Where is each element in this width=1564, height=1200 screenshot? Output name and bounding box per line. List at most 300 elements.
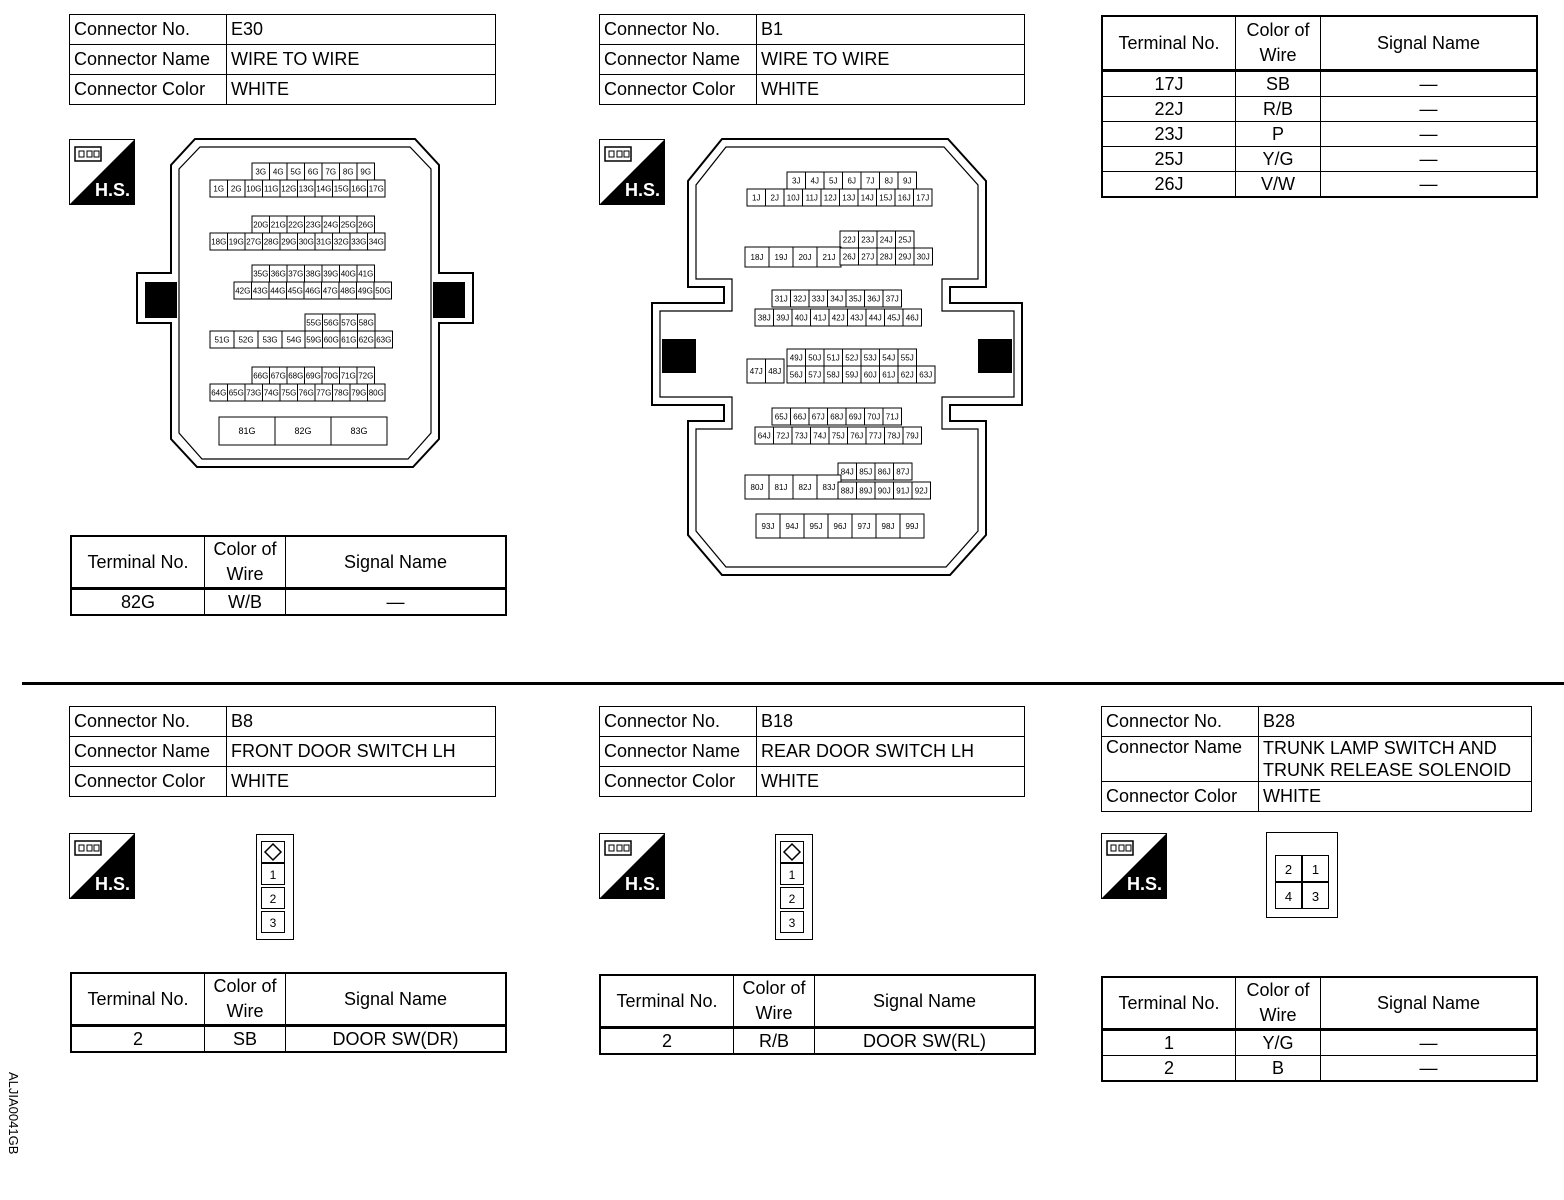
pin-label: 53J (863, 353, 877, 363)
pin-label: 13G (298, 184, 314, 194)
pin-label: 64G (211, 388, 227, 398)
signal-cell: — (1321, 1030, 1538, 1056)
table-row (1102, 1056, 1537, 1082)
pin-label: 48G (340, 286, 356, 296)
wire-cell: SB (1236, 71, 1321, 97)
pin-label: 59G (306, 335, 322, 345)
pin-label: 69G (305, 371, 321, 381)
pin-label: 51G (214, 335, 230, 345)
pin-label: 33G (351, 237, 367, 247)
terminal-cell: 26J (1102, 172, 1236, 198)
pin-label: 87J (896, 467, 910, 477)
terminal-no-header: Terminal No. (1102, 977, 1236, 1030)
pin-label: 32G (333, 237, 349, 247)
pin-label: 20J (798, 252, 812, 262)
pin-label: 72J (776, 431, 790, 441)
pin-label: 54G (286, 335, 302, 345)
pin-label: 11G (263, 184, 279, 194)
b28-color: WHITE (1259, 782, 1532, 812)
pin-label: 1G (213, 184, 225, 194)
hs-label: H.S. (624, 180, 660, 200)
b18-color: WHITE (757, 767, 1025, 797)
pin-2: 2 (780, 887, 804, 909)
e30-name-label: Connector Name (70, 45, 227, 75)
signal-cell: — (1321, 147, 1538, 172)
pin-label: 94J (785, 521, 799, 531)
pin-label: 17J (916, 193, 930, 203)
pin-label: 38J (757, 313, 771, 323)
b8-name-label: Connector Name (70, 737, 227, 767)
pin-label: 68J (830, 412, 844, 422)
terminal-cell: 22J (1102, 97, 1236, 122)
pin-label: 4G (272, 167, 284, 177)
pin-3: 3 (261, 911, 285, 933)
pin-label: 26G (358, 220, 374, 230)
pin-label: 24G (323, 220, 339, 230)
hs-label: H.S. (624, 874, 660, 894)
pin-label: 60J (863, 370, 877, 380)
b1-name-label: Connector Name (600, 45, 757, 75)
b18-color-label: Connector Color (600, 767, 757, 797)
b28-name-label: Connector Name (1102, 737, 1259, 782)
b18-name: REAR DOOR SWITCH LH (757, 737, 1025, 767)
pin-label: 89J (859, 486, 873, 496)
terminal-cell: 25J (1102, 147, 1236, 172)
pin-label: 3J (792, 176, 801, 186)
pin-label: 81G (238, 426, 256, 437)
pin-label: 69J (848, 412, 862, 422)
signal-cell: — (286, 589, 507, 616)
pin-label: 21J (822, 252, 836, 262)
b8-name: FRONT DOOR SWITCH LH (227, 737, 496, 767)
pin-label: 51J (826, 353, 840, 363)
terminal-no-header: Terminal No. (1102, 16, 1236, 71)
signal-cell: — (1321, 71, 1538, 97)
pin-label: 28G (263, 237, 279, 247)
e30-color: WHITE (227, 75, 496, 105)
hs-label: H.S. (1126, 874, 1162, 894)
pin-label: 68G (288, 371, 304, 381)
pin-label: 11J (805, 193, 818, 203)
pin-label: 58J (826, 370, 840, 380)
signal-name-header: Signal Name (1321, 16, 1538, 71)
pin-4: 4 (1275, 882, 1302, 909)
b18-no-label: Connector No. (600, 707, 757, 737)
signal-cell: DOOR SW(RL) (815, 1028, 1036, 1055)
b1-name: WIRE TO WIRE (757, 45, 1025, 75)
pin-label: 42J (831, 313, 845, 323)
pin-label: 80J (750, 482, 764, 492)
pin-label: 43J (850, 313, 864, 323)
pin-label: 25G (340, 220, 356, 230)
pin-label: 65G (228, 388, 244, 398)
pin-label: 85J (859, 467, 873, 477)
pin-label: 45G (287, 286, 303, 296)
pin-label: 62J (900, 370, 914, 380)
pin-label: 66J (793, 412, 807, 422)
pin-label: 45J (887, 313, 901, 323)
color-of-wire-header: Color of Wire (734, 975, 815, 1028)
b18-connector-face (775, 834, 813, 940)
terminal-cell: 2 (600, 1028, 734, 1055)
pin-label: 40J (794, 313, 808, 323)
b28-name-line1: TRUNK LAMP SWITCH AND (1263, 738, 1497, 758)
b18-terminal-table (599, 974, 1036, 1055)
pin-label: 6G (307, 167, 319, 177)
pin-label: 97J (857, 521, 871, 531)
hs-label: H.S. (94, 874, 130, 894)
pin-label: 17G (368, 184, 384, 194)
pin-label: 64J (757, 431, 771, 441)
terminal-cell: 23J (1102, 122, 1236, 147)
pin-label: 46G (305, 286, 321, 296)
wire-cell: R/B (1236, 97, 1321, 122)
pin-label: 18J (750, 252, 764, 262)
pin-label: 80G (368, 388, 384, 398)
pin-2: 2 (261, 887, 285, 909)
signal-cell: — (1321, 172, 1538, 198)
wire-cell: P (1236, 122, 1321, 147)
pin-label: 74G (263, 388, 279, 398)
pin-label: 34G (368, 237, 384, 247)
pin-label: 60G (323, 335, 339, 345)
pin-label: 70G (323, 371, 339, 381)
pin-label: 72G (358, 371, 374, 381)
pin-label: 83G (350, 426, 368, 437)
signal-cell: — (1321, 122, 1538, 147)
signal-cell: — (1321, 97, 1538, 122)
b8-no: B8 (227, 707, 496, 737)
pin-label: 9J (903, 176, 912, 186)
pin-label: 66G (253, 371, 269, 381)
section-divider (22, 682, 1564, 685)
signal-cell: DOOR SW(DR) (286, 1026, 507, 1053)
pin-label: 82G (294, 426, 312, 437)
pin-label: 35J (848, 294, 862, 304)
pin-label: 86J (877, 467, 891, 477)
pin-label: 75J (831, 431, 845, 441)
pin-label: 67G (270, 371, 286, 381)
wire-cell: Y/G (1236, 1030, 1321, 1056)
pin-label: 15J (879, 193, 893, 203)
e30-connector-face (135, 137, 475, 469)
pin-label: 31G (316, 237, 332, 247)
pin-label: 93J (761, 521, 775, 531)
pin-label: 92J (914, 486, 928, 496)
pin-label: 55J (900, 353, 914, 363)
pin-label: 24J (879, 235, 893, 245)
pin-label: 88J (840, 486, 854, 496)
pin-label: 19J (774, 252, 788, 262)
pin-label: 84J (840, 467, 854, 477)
pin-3: 3 (1302, 882, 1329, 909)
pin-label: 9G (360, 167, 372, 177)
pin-label: 19G (228, 237, 244, 247)
e30-terminal-table (70, 535, 507, 616)
b8-no-label: Connector No. (70, 707, 227, 737)
color-of-wire-header: Color of Wire (1236, 16, 1321, 71)
b28-terminal-table (1101, 976, 1538, 1082)
pin-label: 62G (358, 335, 374, 345)
terminal-cell: 1 (1102, 1030, 1236, 1056)
pin-label: 27G (246, 237, 262, 247)
pin-label: 47J (749, 366, 763, 376)
pin-label: 39G (323, 269, 339, 279)
table-row (71, 589, 506, 616)
b8-connector-face (256, 834, 294, 940)
pin-label: 54J (882, 353, 896, 363)
pin-label: 49J (789, 353, 803, 363)
pin-label: 83J (822, 482, 836, 492)
pin-label: 57G (341, 318, 357, 328)
pin-label: 1J (752, 193, 761, 203)
pin-label: 7J (866, 176, 875, 186)
e30-name: WIRE TO WIRE (227, 45, 496, 75)
pin-label: 30J (916, 252, 930, 262)
b8-terminal-table (70, 972, 507, 1053)
b28-name-line2: TRUNK RELEASE SOLENOID (1263, 760, 1512, 780)
pin-label: 20G (253, 220, 269, 230)
e30-color-label: Connector Color (70, 75, 227, 105)
hs-label: H.S. (94, 180, 130, 200)
pin-label: 38G (305, 269, 321, 279)
pin-label: 70J (867, 412, 881, 422)
terminal-no-header: Terminal No. (71, 536, 205, 589)
pin-label: 22J (842, 235, 856, 245)
wire-cell: W/B (205, 589, 286, 616)
pin-label: 78G (333, 388, 349, 398)
pin-label: 46J (905, 313, 919, 323)
pin-label: 23J (861, 235, 875, 245)
pin-label: 8G (342, 167, 354, 177)
pin-label: 55G (306, 318, 322, 328)
color-of-wire-header: Color of Wire (205, 536, 286, 589)
b8-info-table (69, 706, 496, 797)
pin-label: 63J (919, 370, 933, 380)
pin-label: 53G (262, 335, 278, 345)
pin-label: 14J (860, 193, 874, 203)
pin-label: 50G (375, 286, 391, 296)
pin-label: 91J (896, 486, 910, 496)
pin-label: 73G (246, 388, 262, 398)
wire-cell: SB (205, 1026, 286, 1053)
wire-cell: Y/G (1236, 147, 1321, 172)
b1-color: WHITE (757, 75, 1025, 105)
pin-label: 3G (255, 167, 267, 177)
pin-label: 29J (898, 252, 912, 262)
pin-label: 14G (316, 184, 332, 194)
pin-1: 1 (261, 863, 285, 885)
pin-label: 22G (288, 220, 304, 230)
table-row (1102, 97, 1537, 122)
b1-color-label: Connector Color (600, 75, 757, 105)
pin-label: 90J (877, 486, 891, 496)
color-of-wire-header: Color of Wire (1236, 977, 1321, 1030)
pin-label: 44J (868, 313, 882, 323)
pin-label: 5J (829, 176, 838, 186)
b1-no: B1 (757, 15, 1025, 45)
pin-label: 74J (813, 431, 827, 441)
pin-label: 63G (376, 335, 392, 345)
pin-label: 61G (341, 335, 357, 345)
pin-label: 75G (281, 388, 297, 398)
pin-label: 40G (340, 269, 356, 279)
pin-label: 2J (770, 193, 779, 203)
pin-label: 98J (881, 521, 895, 531)
pin-label: 67J (811, 412, 825, 422)
pin-label: 13J (842, 193, 856, 203)
pin-label: 12J (823, 193, 837, 203)
pin-3: 3 (780, 911, 804, 933)
b28-color-label: Connector Color (1102, 782, 1259, 812)
pin-label: 32J (793, 294, 807, 304)
b28-no: B28 (1259, 707, 1532, 737)
pin-label: 36J (867, 294, 881, 304)
pin-label: 73J (794, 431, 808, 441)
terminal-cell: 2 (1102, 1056, 1236, 1082)
pin-label: 58G (358, 318, 374, 328)
pin-label: 5G (290, 167, 302, 177)
hs-icon (599, 833, 665, 899)
e30-no-label: Connector No. (70, 15, 227, 45)
figure-code: ALJIA0041GB (6, 1072, 21, 1155)
table-row (1102, 172, 1537, 198)
pin-label: 99J (905, 521, 919, 531)
signal-cell: — (1321, 1056, 1538, 1082)
terminal-no-header: Terminal No. (600, 975, 734, 1028)
pin-label: 56G (323, 318, 339, 328)
pin-label: 76J (850, 431, 864, 441)
signal-name-header: Signal Name (286, 536, 507, 589)
pin-label: 39J (776, 313, 790, 323)
pin-label: 59J (845, 370, 859, 380)
signal-name-header: Signal Name (286, 973, 507, 1026)
pin-label: 23G (305, 220, 321, 230)
pin-label: 33J (811, 294, 825, 304)
pin-label: 65J (774, 412, 788, 422)
pin-label: 16G (351, 184, 367, 194)
b1-no-label: Connector No. (600, 15, 757, 45)
terminal-no-header: Terminal No. (71, 973, 205, 1026)
table-row (600, 1028, 1035, 1055)
b8-color-label: Connector Color (70, 767, 227, 797)
pin-label: 37J (885, 294, 899, 304)
pin-label: 26J (842, 252, 856, 262)
b18-no: B18 (757, 707, 1025, 737)
pin-label: 52G (238, 335, 254, 345)
pin-label: 8J (884, 176, 893, 186)
b8-color: WHITE (227, 767, 496, 797)
pin-label: 61J (882, 370, 896, 380)
pin-1: 1 (780, 863, 804, 885)
pin-label: 21G (270, 220, 286, 230)
pin-label: 10J (786, 193, 800, 203)
pin-label: 78J (887, 431, 901, 441)
pin-label: 18G (211, 237, 227, 247)
table-row (1102, 71, 1537, 97)
signal-name-header: Signal Name (1321, 977, 1538, 1030)
pin-label: 43G (252, 286, 268, 296)
table-row (1102, 1030, 1537, 1056)
color-of-wire-header: Color of Wire (205, 973, 286, 1026)
pin-label: 77J (868, 431, 882, 441)
table-row (71, 1026, 506, 1053)
pin-label: 79G (351, 388, 367, 398)
key-diamond-icon (261, 841, 285, 863)
pin-label: 79J (905, 431, 919, 441)
pin-label: 82J (798, 482, 812, 492)
table-row (1102, 147, 1537, 172)
pin-label: 37G (288, 269, 304, 279)
pin-1: 1 (1302, 855, 1329, 882)
wire-cell: V/W (1236, 172, 1321, 198)
b28-connector-face (1266, 832, 1338, 918)
b28-info-table (1101, 706, 1532, 812)
pin-label: 30G (298, 237, 314, 247)
pin-label: 2G (230, 184, 242, 194)
pin-label: 48J (768, 366, 782, 376)
pin-label: 4J (810, 176, 819, 186)
pin-label: 42G (235, 286, 251, 296)
terminal-cell: 2 (71, 1026, 205, 1053)
pin-label: 96J (833, 521, 847, 531)
wire-cell: R/B (734, 1028, 815, 1055)
terminal-cell: 82G (71, 589, 205, 616)
pin-label: 41G (358, 269, 374, 279)
table-row (1102, 122, 1537, 147)
pin-label: 77G (316, 388, 332, 398)
pin-label: 6J (847, 176, 856, 186)
pin-label: 35G (253, 269, 269, 279)
b18-name-label: Connector Name (600, 737, 757, 767)
pin-label: 41J (813, 313, 827, 323)
pin-label: 28J (879, 252, 893, 262)
key-diamond-icon (780, 841, 804, 863)
b18-info-table (599, 706, 1025, 797)
e30-no: E30 (227, 15, 496, 45)
hs-icon (69, 833, 135, 899)
pin-label: 52J (845, 353, 859, 363)
b1-terminal-table (1101, 15, 1538, 198)
pin-label: 81J (774, 482, 788, 492)
pin-label: 16J (897, 193, 911, 203)
pin-label: 50J (808, 353, 822, 363)
terminal-cell: 17J (1102, 71, 1236, 97)
pin-2: 2 (1275, 855, 1302, 882)
pin-label: 29G (281, 237, 297, 247)
b1-info-table (599, 14, 1025, 105)
pin-label: 76G (298, 388, 314, 398)
pin-label: 7G (325, 167, 337, 177)
pin-label: 57J (808, 370, 822, 380)
signal-name-header: Signal Name (815, 975, 1036, 1028)
hs-icon (1101, 833, 1167, 899)
e30-info-table (69, 14, 496, 105)
pin-label: 49G (357, 286, 373, 296)
wire-cell: B (1236, 1056, 1321, 1082)
pin-label: 25J (898, 235, 912, 245)
pin-label: 71J (885, 412, 899, 422)
pin-label: 47G (322, 286, 338, 296)
pin-label: 56J (789, 370, 803, 380)
pin-label: 95J (809, 521, 823, 531)
pin-label: 36G (270, 269, 286, 279)
pin-label: 71G (340, 371, 356, 381)
pin-label: 27J (861, 252, 875, 262)
b1-connector-face (650, 137, 1024, 579)
pin-label: 15G (333, 184, 349, 194)
pin-label: 31J (774, 294, 788, 304)
